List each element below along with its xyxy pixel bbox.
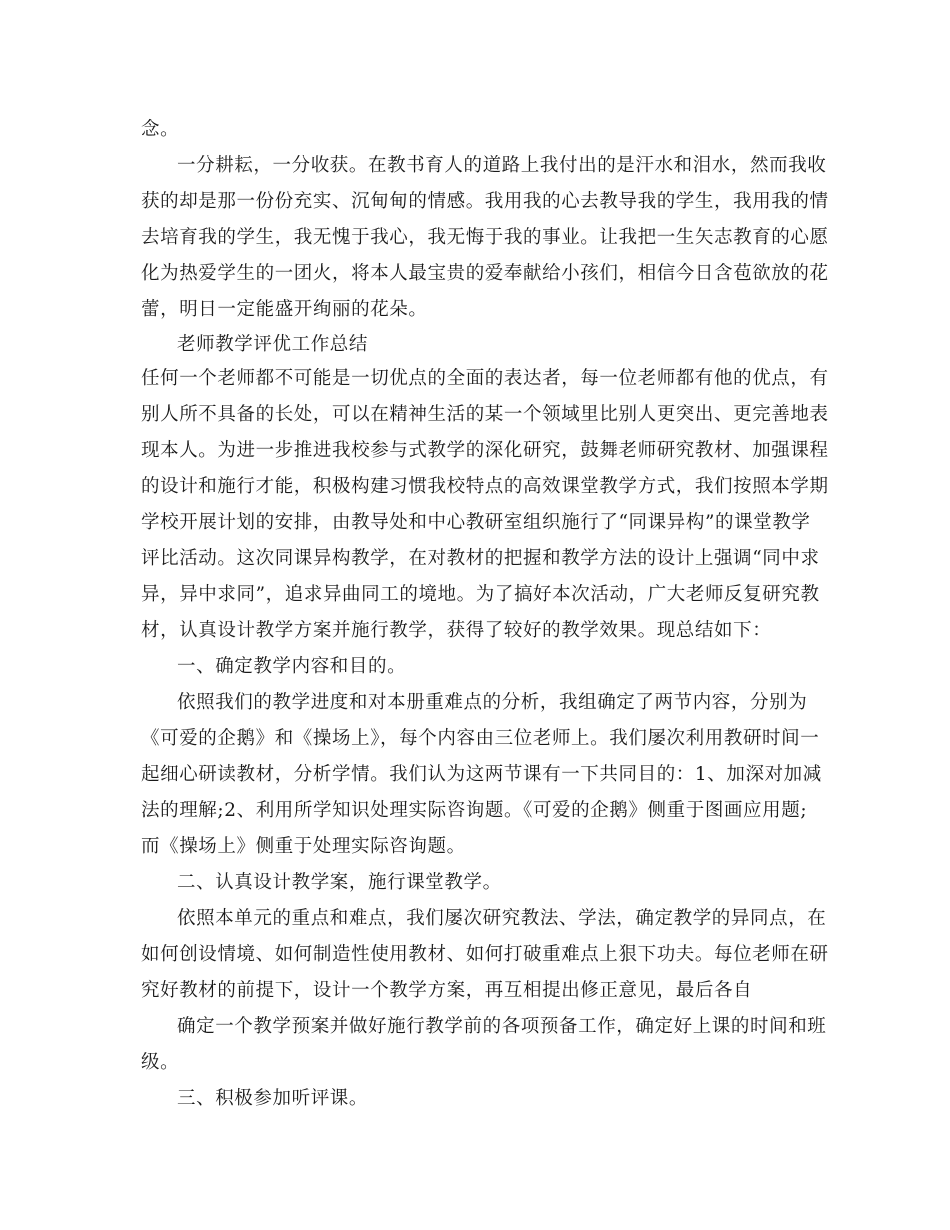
text-line: 的设计和施行才能，积极构建习惯我校特点的高效课堂教学方式，我们按照本学期 xyxy=(141,476,829,497)
text-line: 依照我们的教学进度和对本册重难点的分析，我组确定了两节内容，分别为 xyxy=(177,692,808,713)
text-line: 念。 xyxy=(141,119,180,140)
text-line: 化为热爱学生的一团火，将本人最宝贵的爱奉献给小孩们，相信今日含苞欲放的花 xyxy=(141,263,829,284)
text-line: 《可爱的企鹅》和《操场上》，每个内容由三位老师上。我们屡次利用教研时间一 xyxy=(141,728,820,749)
text-line: 异，异中求同”，追求异曲同工的境地。为了搞好本次活动，广大老师反复研究教 xyxy=(141,584,820,605)
text-line: 法的理解;2、利用所学知识处理实际咨询题。《可爱的企鹅》侧重于图画应用题; xyxy=(141,800,808,821)
text-line: 究好教材的前提下，设计一个教学方案，再互相提出修正意见，最后各自 xyxy=(141,980,753,1001)
text-line: 评比活动。这次同课异构教学，在对教材的把握和教学方法的设计上强调“同中求 xyxy=(141,548,820,569)
text-line: 起细心研读教材，分析学情。我们认为这两节课有一下共同目的：1、加深对加减 xyxy=(141,764,822,785)
text-line: 而《操场上》侧重于处理实际咨询题。 xyxy=(141,836,466,857)
text-line: 如何创设情境、如何制造性使用教材、如何打破重难点上狠下功夫。每位老师在研 xyxy=(141,944,829,965)
text-line: 别人所不具备的长处，可以在精神生活的某一个领域里比别人更突出、更完善地表 xyxy=(141,404,829,425)
text-line: 现本人。为进一步推进我校参与式教学的深化研究，鼓舞老师研究教材、加强课程 xyxy=(141,440,829,461)
text-line: 学校开展计划的安排，由教导处和中心教研室组织施行了“同课异构”的课堂教学 xyxy=(141,512,811,533)
text-line: 任何一个老师都不可能是一切优点的全面的表达者，每一位老师都有他的优点，有 xyxy=(141,368,829,389)
section-heading: 三、积极参加听评课。 xyxy=(177,1088,369,1109)
text-line: 依照本单元的重点和难点，我们屡次研究教法、学法，确定教学的异同点，在 xyxy=(177,908,827,929)
text-line: 去培育我的学生，我无愧于我心，我无悔于我的事业。让我把一生矢志教育的心愿 xyxy=(141,227,829,248)
section-heading: 一、确定教学内容和目的。 xyxy=(177,656,407,677)
text-line: 级。 xyxy=(141,1052,180,1073)
section-heading: 二、认真设计教学案，施行课堂教学。 xyxy=(177,872,502,893)
text-line: 获的却是那一份份充实、沉甸甸的情感。我用我的心去教导我的学生，我用我的情 xyxy=(141,191,829,212)
section-heading: 老师教学评优工作总结 xyxy=(177,334,369,355)
text-line: 一分耕耘，一分收获。在教书育人的道路上我付出的是汗水和泪水，然而我收 xyxy=(177,155,827,176)
text-line: 蕾，明日一定能盛开绚丽的花朵。 xyxy=(141,299,428,320)
text-line: 确定一个教学预案并做好施行教学前的各项预备工作，确定好上课的时间和班 xyxy=(177,1016,827,1037)
text-line: 材，认真设计教学方案并施行教学，获得了较好的教学效果。现总结如下： xyxy=(141,620,772,641)
